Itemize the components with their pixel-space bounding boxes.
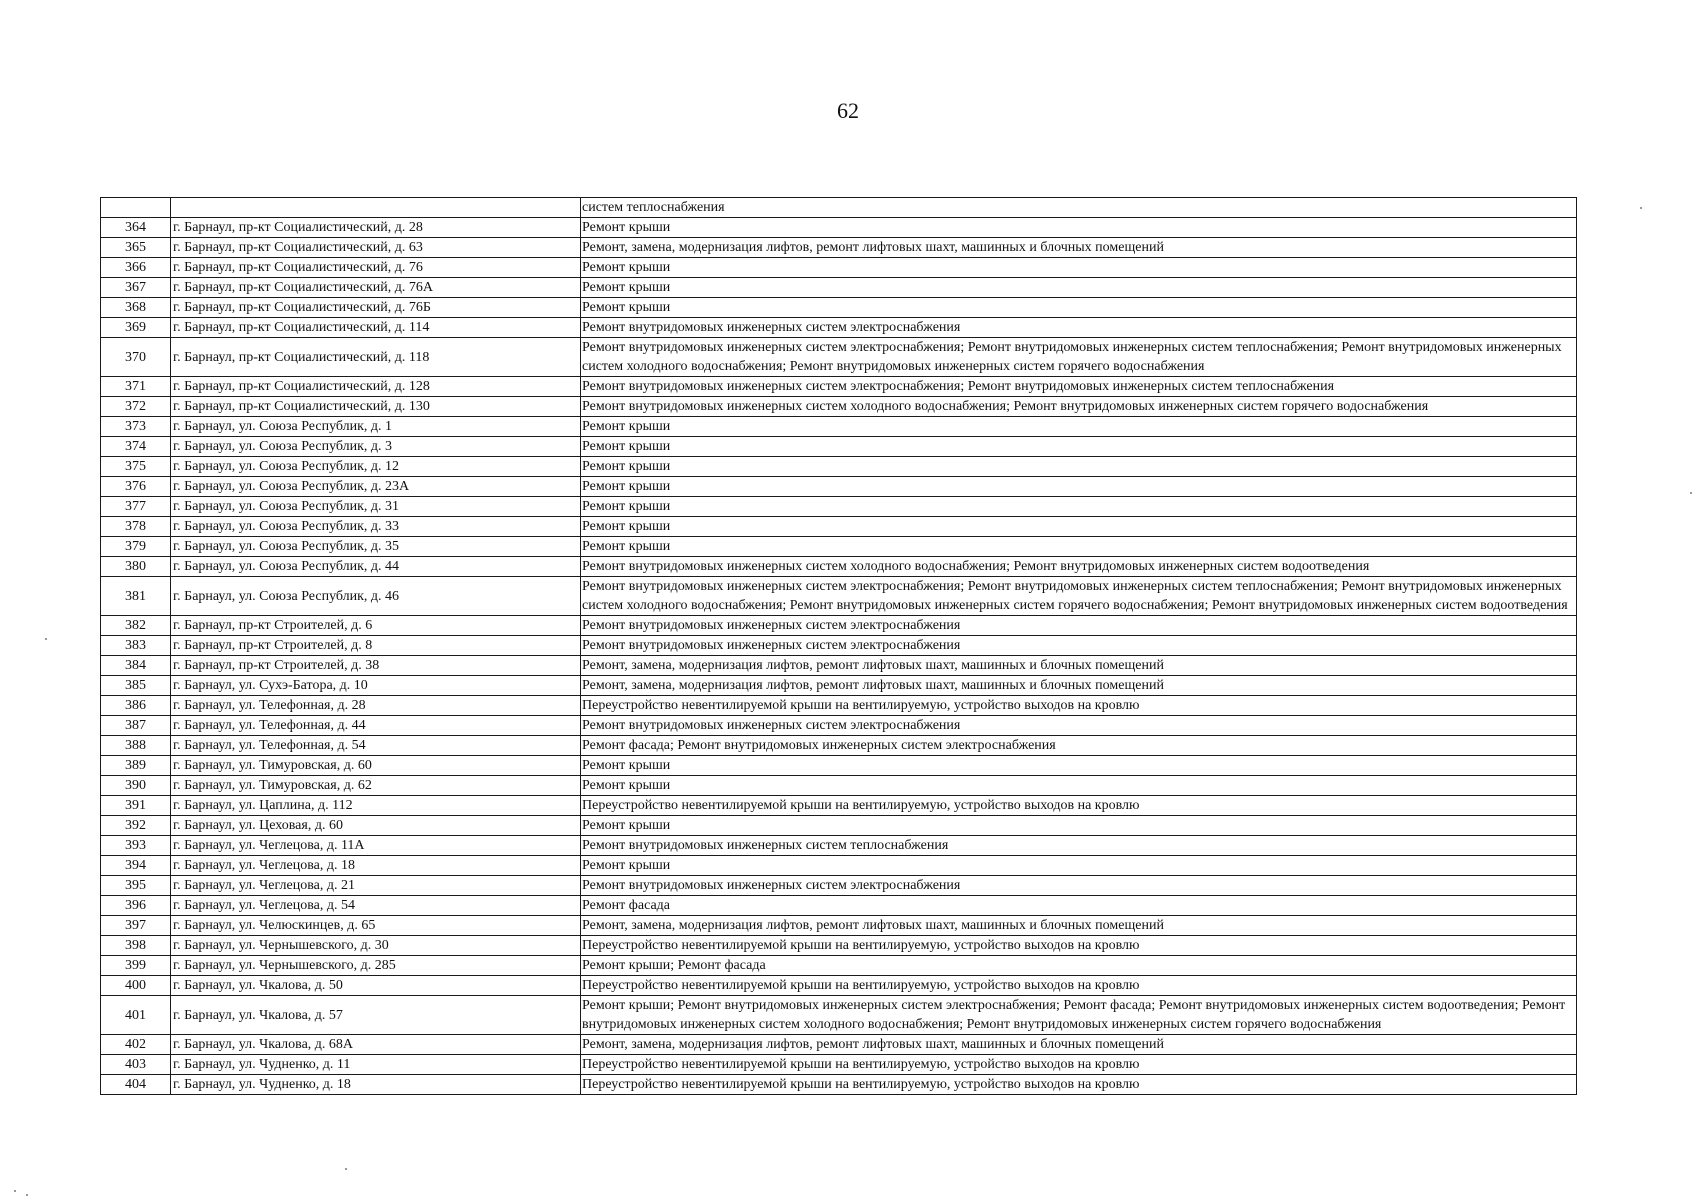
row-work: Ремонт внутридомовых инженерных систем электроснабжения bbox=[581, 318, 1577, 338]
scan-speck bbox=[45, 638, 47, 640]
table-row bbox=[101, 298, 1577, 318]
table-row bbox=[101, 377, 1577, 397]
row-number: 368 bbox=[101, 298, 171, 318]
scan-speck bbox=[26, 1194, 28, 1196]
row-address: г. Барнаул, ул. Союза Республик, д. 44 bbox=[171, 557, 581, 577]
row-work: Переустройство невентилируемой крыши на вентилируемую, устройство выходов на кровлю bbox=[581, 696, 1577, 716]
row-address: г. Барнаул, пр-кт Строителей, д. 38 bbox=[171, 656, 581, 676]
row-work: Ремонт внутридомовых инженерных систем холодного водоснабжения; Ремонт внутридомовых инженерных систем горячего водоснабжения bbox=[581, 397, 1577, 417]
row-number: 395 bbox=[101, 876, 171, 896]
row-number: 383 bbox=[101, 636, 171, 656]
table-row bbox=[101, 577, 1577, 616]
row-work: Ремонт крыши bbox=[581, 258, 1577, 278]
row-number: 389 bbox=[101, 756, 171, 776]
row-address: г. Барнаул, пр-кт Социалистический, д. 114 bbox=[171, 318, 581, 338]
row-number: 375 bbox=[101, 457, 171, 477]
row-work: Ремонт крыши bbox=[581, 417, 1577, 437]
table-row bbox=[101, 656, 1577, 676]
row-address: г. Барнаул, ул. Чеглецова, д. 18 bbox=[171, 856, 581, 876]
row-number: 370 bbox=[101, 338, 171, 377]
row-work: Ремонт крыши bbox=[581, 816, 1577, 836]
table-row bbox=[101, 936, 1577, 956]
row-address: г. Барнаул, ул. Чкалова, д. 68А bbox=[171, 1035, 581, 1055]
row-work: Ремонт крыши bbox=[581, 477, 1577, 497]
table-row bbox=[101, 776, 1577, 796]
row-address: г. Барнаул, ул. Чеглецова, д. 11А bbox=[171, 836, 581, 856]
table-row bbox=[101, 676, 1577, 696]
row-work: Ремонт крыши; Ремонт фасада bbox=[581, 956, 1577, 976]
table-row bbox=[101, 716, 1577, 736]
table-row bbox=[101, 437, 1577, 457]
table-row bbox=[101, 956, 1577, 976]
table-row bbox=[101, 218, 1577, 238]
table-row bbox=[101, 616, 1577, 636]
row-address: г. Барнаул, пр-кт Социалистический, д. 76 bbox=[171, 258, 581, 278]
table-row bbox=[101, 856, 1577, 876]
row-number: 398 bbox=[101, 936, 171, 956]
table-row bbox=[101, 736, 1577, 756]
row-number: 396 bbox=[101, 896, 171, 916]
row-address: г. Барнаул, пр-кт Социалистический, д. 128 bbox=[171, 377, 581, 397]
row-work: Ремонт внутридомовых инженерных систем электроснабжения bbox=[581, 876, 1577, 896]
row-number: 372 bbox=[101, 397, 171, 417]
row-number: 381 bbox=[101, 577, 171, 616]
row-number: 364 bbox=[101, 218, 171, 238]
row-number bbox=[101, 198, 171, 218]
row-work: Ремонт крыши bbox=[581, 537, 1577, 557]
row-address: г. Барнаул, ул. Цаплина, д. 112 bbox=[171, 796, 581, 816]
row-number: 379 bbox=[101, 537, 171, 557]
row-work: Ремонт крыши bbox=[581, 776, 1577, 796]
row-work: Ремонт крыши bbox=[581, 218, 1577, 238]
row-address: г. Барнаул, ул. Союза Республик, д. 35 bbox=[171, 537, 581, 557]
table-row bbox=[101, 756, 1577, 776]
row-address: г. Барнаул, пр-кт Социалистический, д. 130 bbox=[171, 397, 581, 417]
row-number: 385 bbox=[101, 676, 171, 696]
table-row bbox=[101, 636, 1577, 656]
table-row bbox=[101, 976, 1577, 996]
row-number: 400 bbox=[101, 976, 171, 996]
row-work: Ремонт крыши bbox=[581, 278, 1577, 298]
row-address: г. Барнаул, пр-кт Социалистический, д. 28 bbox=[171, 218, 581, 238]
row-work: Ремонт крыши bbox=[581, 497, 1577, 517]
table-row bbox=[101, 457, 1577, 477]
works-table bbox=[100, 197, 1577, 1095]
row-number: 382 bbox=[101, 616, 171, 636]
row-address: г. Барнаул, ул. Чернышевского, д. 30 bbox=[171, 936, 581, 956]
table-row bbox=[101, 417, 1577, 437]
row-number: 397 bbox=[101, 916, 171, 936]
row-number: 394 bbox=[101, 856, 171, 876]
row-address: г. Барнаул, ул. Чернышевского, д. 285 bbox=[171, 956, 581, 976]
table-row bbox=[101, 497, 1577, 517]
row-address: г. Барнаул, ул. Союза Республик, д. 46 bbox=[171, 577, 581, 616]
row-work: Ремонт внутридомовых инженерных систем электроснабжения bbox=[581, 636, 1577, 656]
row-number: 391 bbox=[101, 796, 171, 816]
row-work: Ремонт крыши bbox=[581, 298, 1577, 318]
table-row bbox=[101, 397, 1577, 417]
row-address: г. Барнаул, ул. Чудненко, д. 18 bbox=[171, 1075, 581, 1095]
row-number: 378 bbox=[101, 517, 171, 537]
row-work: Ремонт внутридомовых инженерных систем электроснабжения; Ремонт внутридомовых инженерных систем теплоснабжения; Ремонт внутридомовых инженерных систем холодного водоснабжения; Ремонт внутридомовых инженерных систем горячего водоснабжения bbox=[581, 338, 1577, 377]
row-number: 380 bbox=[101, 557, 171, 577]
table-row bbox=[101, 896, 1577, 916]
row-number: 390 bbox=[101, 776, 171, 796]
row-work: Переустройство невентилируемой крыши на вентилируемую, устройство выходов на кровлю bbox=[581, 796, 1577, 816]
row-work: Переустройство невентилируемой крыши на вентилируемую, устройство выходов на кровлю bbox=[581, 1075, 1577, 1095]
table-row bbox=[101, 278, 1577, 298]
row-address: г. Барнаул, ул. Чеглецова, д. 21 bbox=[171, 876, 581, 896]
row-work: Ремонт фасада bbox=[581, 896, 1577, 916]
row-address: г. Барнаул, пр-кт Социалистический, д. 76Б bbox=[171, 298, 581, 318]
scan-speck bbox=[345, 1168, 347, 1170]
row-address: г. Барнаул, пр-кт Социалистический, д. 76А bbox=[171, 278, 581, 298]
table-row bbox=[101, 258, 1577, 278]
row-number: 387 bbox=[101, 716, 171, 736]
row-address: г. Барнаул, ул. Чеглецова, д. 54 bbox=[171, 896, 581, 916]
row-work: Ремонт, замена, модернизация лифтов, ремонт лифтовых шахт, машинных и блочных помещений bbox=[581, 656, 1577, 676]
row-address: г. Барнаул, ул. Союза Республик, д. 3 bbox=[171, 437, 581, 457]
row-number: 373 bbox=[101, 417, 171, 437]
row-address: г. Барнаул, ул. Чудненко, д. 11 bbox=[171, 1055, 581, 1075]
row-number: 404 bbox=[101, 1075, 171, 1095]
row-work: Ремонт внутридомовых инженерных систем электроснабжения; Ремонт внутридомовых инженерных систем теплоснабжения; Ремонт внутридомовых инженерных систем холодного водоснабжения; Ремонт внутридомовых инженерных систем горячего водоснабжения; Ремонт внутридомовых инженерных систем водоотведения bbox=[581, 577, 1577, 616]
table-row bbox=[101, 338, 1577, 377]
scan-speck bbox=[14, 1190, 16, 1192]
row-number: 384 bbox=[101, 656, 171, 676]
row-work: Ремонт внутридомовых инженерных систем электроснабжения bbox=[581, 616, 1577, 636]
continuation-row bbox=[101, 198, 1577, 218]
row-address: г. Барнаул, ул. Чкалова, д. 50 bbox=[171, 976, 581, 996]
row-address: г. Барнаул, пр-кт Строителей, д. 8 bbox=[171, 636, 581, 656]
row-address: г. Барнаул, ул. Союза Республик, д. 33 bbox=[171, 517, 581, 537]
row-number: 371 bbox=[101, 377, 171, 397]
row-number: 377 bbox=[101, 497, 171, 517]
row-work: Ремонт крыши bbox=[581, 856, 1577, 876]
row-address: г. Барнаул, ул. Челюскинцев, д. 65 bbox=[171, 916, 581, 936]
row-work: Переустройство невентилируемой крыши на вентилируемую, устройство выходов на кровлю bbox=[581, 1055, 1577, 1075]
table-row bbox=[101, 517, 1577, 537]
table-row bbox=[101, 318, 1577, 338]
row-work: Ремонт крыши bbox=[581, 756, 1577, 776]
table-row bbox=[101, 876, 1577, 896]
table-row bbox=[101, 477, 1577, 497]
table-row bbox=[101, 557, 1577, 577]
table-row bbox=[101, 1035, 1577, 1055]
row-address: г. Барнаул, ул. Телефонная, д. 54 bbox=[171, 736, 581, 756]
row-number: 369 bbox=[101, 318, 171, 338]
row-number: 401 bbox=[101, 996, 171, 1035]
row-address: г. Барнаул, ул. Тимуровская, д. 62 bbox=[171, 776, 581, 796]
row-number: 393 bbox=[101, 836, 171, 856]
scan-speck bbox=[1640, 207, 1642, 209]
row-number: 367 bbox=[101, 278, 171, 298]
row-address: г. Барнаул, ул. Тимуровская, д. 60 bbox=[171, 756, 581, 776]
row-address: г. Барнаул, ул. Цеховая, д. 60 bbox=[171, 816, 581, 836]
row-address: г. Барнаул, ул. Чкалова, д. 57 bbox=[171, 996, 581, 1035]
row-number: 366 bbox=[101, 258, 171, 278]
works-table-container bbox=[100, 197, 1576, 1095]
row-number: 388 bbox=[101, 736, 171, 756]
row-number: 399 bbox=[101, 956, 171, 976]
row-address: г. Барнаул, ул. Союза Республик, д. 12 bbox=[171, 457, 581, 477]
table-row bbox=[101, 537, 1577, 557]
page-number: 62 bbox=[837, 98, 859, 123]
row-work: Переустройство невентилируемой крыши на вентилируемую, устройство выходов на кровлю bbox=[581, 936, 1577, 956]
row-work: Ремонт, замена, модернизация лифтов, ремонт лифтовых шахт, машинных и блочных помещений bbox=[581, 916, 1577, 936]
row-work: Ремонт фасада; Ремонт внутридомовых инженерных систем электроснабжения bbox=[581, 736, 1577, 756]
row-address: г. Барнаул, ул. Союза Республик, д. 1 bbox=[171, 417, 581, 437]
row-work: Ремонт внутридомовых инженерных систем теплоснабжения bbox=[581, 836, 1577, 856]
works-table-body bbox=[101, 198, 1577, 1095]
row-number: 376 bbox=[101, 477, 171, 497]
row-address: г. Барнаул, ул. Союза Республик, д. 31 bbox=[171, 497, 581, 517]
row-work: Ремонт крыши bbox=[581, 457, 1577, 477]
row-work: Ремонт внутридомовых инженерных систем электроснабжения; Ремонт внутридомовых инженерных систем теплоснабжения bbox=[581, 377, 1577, 397]
row-number: 374 bbox=[101, 437, 171, 457]
row-work: Ремонт крыши bbox=[581, 437, 1577, 457]
row-address: г. Барнаул, пр-кт Социалистический, д. 118 bbox=[171, 338, 581, 377]
table-row bbox=[101, 238, 1577, 258]
row-work: Ремонт, замена, модернизация лифтов, ремонт лифтовых шахт, машинных и блочных помещений bbox=[581, 676, 1577, 696]
row-number: 392 bbox=[101, 816, 171, 836]
row-number: 403 bbox=[101, 1055, 171, 1075]
row-work: Ремонт внутридомовых инженерных систем холодного водоснабжения; Ремонт внутридомовых инженерных систем водоотведения bbox=[581, 557, 1577, 577]
scan-speck bbox=[1690, 492, 1692, 494]
table-row bbox=[101, 1075, 1577, 1095]
row-address: г. Барнаул, пр-кт Социалистический, д. 63 bbox=[171, 238, 581, 258]
row-number: 365 bbox=[101, 238, 171, 258]
row-work: Ремонт внутридомовых инженерных систем электроснабжения bbox=[581, 716, 1577, 736]
table-row bbox=[101, 836, 1577, 856]
row-address: г. Барнаул, ул. Союза Республик, д. 23А bbox=[171, 477, 581, 497]
row-address: г. Барнаул, пр-кт Строителей, д. 6 bbox=[171, 616, 581, 636]
row-address bbox=[171, 198, 581, 218]
row-number: 402 bbox=[101, 1035, 171, 1055]
table-row bbox=[101, 996, 1577, 1035]
row-work: Ремонт крыши; Ремонт внутридомовых инженерных систем электроснабжения; Ремонт фасада; Ремонт внутридомовых инженерных систем водоотведения; Ремонт внутридомовых инженерных систем холодного водоснабжения; Ремонт внутридомовых инженерных систем горячего водоснабжения bbox=[581, 996, 1577, 1035]
row-work: Ремонт, замена, модернизация лифтов, ремонт лифтовых шахт, машинных и блочных помещений bbox=[581, 1035, 1577, 1055]
row-work: систем теплоснабжения bbox=[581, 198, 1577, 218]
row-number: 386 bbox=[101, 696, 171, 716]
table-row bbox=[101, 1055, 1577, 1075]
row-address: г. Барнаул, ул. Телефонная, д. 28 bbox=[171, 696, 581, 716]
table-row bbox=[101, 816, 1577, 836]
row-address: г. Барнаул, ул. Сухэ-Батора, д. 10 bbox=[171, 676, 581, 696]
table-row bbox=[101, 916, 1577, 936]
row-work: Переустройство невентилируемой крыши на вентилируемую, устройство выходов на кровлю bbox=[581, 976, 1577, 996]
table-row bbox=[101, 696, 1577, 716]
row-address: г. Барнаул, ул. Телефонная, д. 44 bbox=[171, 716, 581, 736]
row-work: Ремонт крыши bbox=[581, 517, 1577, 537]
table-row bbox=[101, 796, 1577, 816]
row-work: Ремонт, замена, модернизация лифтов, ремонт лифтовых шахт, машинных и блочных помещений bbox=[581, 238, 1577, 258]
